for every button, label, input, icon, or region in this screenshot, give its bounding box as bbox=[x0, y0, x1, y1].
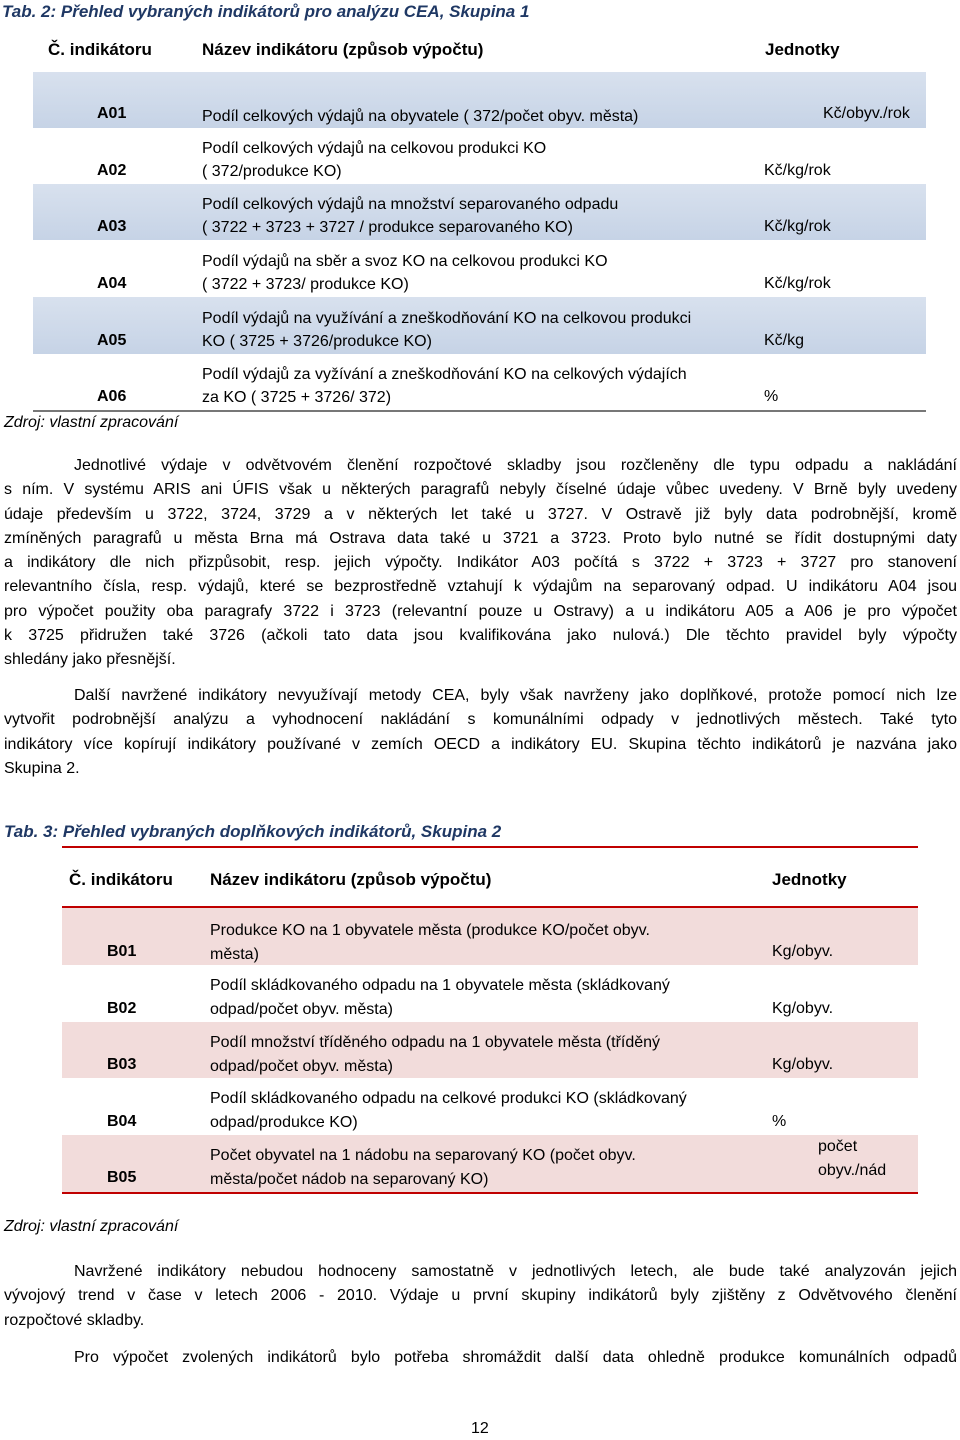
table2-row bbox=[62, 908, 918, 965]
indicator-name-line: města) bbox=[210, 946, 259, 963]
indicator-name-line: odpad/počet obyv. města) bbox=[210, 1001, 393, 1018]
indicator-name-line: Podíl výdajů na sběr a svoz KO na celkovou produkci KO bbox=[202, 253, 608, 270]
indicator-name bbox=[202, 137, 546, 183]
paragraph bbox=[4, 454, 957, 673]
table2-header-unit: Jednotky bbox=[772, 870, 847, 889]
paragraph-line: k 3725 přidružen také 3726 (ačkoli tato data jsou kvalifikována jako nulová.) Dle těchto pravidel byly výpočty bbox=[4, 627, 957, 645]
paragraph-line: shledány jako přesnější. bbox=[4, 651, 176, 669]
table1-row bbox=[33, 354, 926, 412]
table2-row bbox=[62, 1135, 918, 1192]
table2-caption: Tab. 3: Přehled vybraných doplňkových indikátorů, Skupina 2 bbox=[4, 822, 502, 841]
page-number: 12 bbox=[471, 1420, 489, 1437]
indicator-unit: Kg/obyv. bbox=[772, 1056, 834, 1073]
indicator-unit: Kč/kg/rok bbox=[764, 162, 831, 179]
indicator-name-line: Podíl celkových výdajů na množství separovaného odpadu bbox=[202, 196, 619, 213]
indicator-name-line: KO ( 3725 + 3726/produkce KO) bbox=[202, 333, 432, 350]
table1-row bbox=[33, 72, 926, 129]
table1-row bbox=[33, 240, 926, 297]
indicator-name-line: města/počet nádob na separovaný KO) bbox=[210, 1171, 489, 1188]
paragraph-line: Skupina 2. bbox=[4, 759, 80, 777]
paragraph-line: rozpočtové skladby. bbox=[4, 1311, 145, 1329]
indicator-name bbox=[210, 1144, 636, 1192]
indicator-name-line: Podíl výdajů na využívání a zneškodňování KO na celkovou produkci bbox=[202, 310, 692, 327]
indicator-unit: Kg/obyv. bbox=[772, 943, 834, 960]
indicator-unit: % bbox=[772, 1113, 787, 1130]
table1-row bbox=[33, 184, 926, 241]
indicator-code: A03 bbox=[97, 218, 127, 235]
table2-bottom-rule bbox=[62, 1192, 918, 1194]
paragraph-line: s ním. V systému ARIS ani ÚFIS však u některých paragrafů nebyly číselné údaje vůbec uvedeny. V Brně byly uvedeny bbox=[4, 481, 957, 499]
paragraph-line: a indikátory dle nich přizpůsobit, resp. jejich výpočty. Indikátor A03 počítá s 3722 + 3723 + 3727 pro stanovení bbox=[4, 554, 957, 572]
table2-row bbox=[62, 965, 918, 1022]
paragraph-line: zmíněných paragrafů u města Brna má Ostrava data také u 3721 a 3723. Proto bylo nutné se řídit dostupnými daty bbox=[4, 529, 957, 547]
table1-header-code: Č. indikátoru bbox=[48, 40, 152, 59]
table1-row bbox=[33, 128, 926, 184]
paragraph-line: vývojový trend v čase v letech 2006 - 2010. Výdaje u první skupiny indikátorů byly zjištěny z Odvětvového členění bbox=[4, 1287, 957, 1305]
indicator-name bbox=[210, 919, 650, 967]
indicator-code: B02 bbox=[107, 1000, 137, 1017]
indicator-name bbox=[210, 1087, 687, 1135]
indicator-name-line: Podíl množství tříděného odpadu na 1 obyvatele města (tříděný bbox=[210, 1034, 661, 1051]
indicator-name-line: Podíl celkových výdajů na obyvatele ( 372/počet obyv. města) bbox=[202, 108, 639, 125]
table1-header-name: Název indikátoru (způsob výpočtu) bbox=[202, 40, 484, 59]
paragraph-line: Další navržené indikátory nevyužívají metody CEA, byly však navrženy jako doplňkové, protože pomocí nich lze bbox=[74, 687, 957, 704]
paragraph-line: Jednotlivé výdaje v odvětvovém členění rozpočtové skladby jsou rozčleněny dle typu odpadu a nakládání bbox=[74, 457, 957, 474]
indicator-name-line: Podíl skládkovaného odpadu na celkové produkci KO (skládkovaný bbox=[210, 1090, 687, 1107]
table1-caption: Tab. 2: Přehled vybraných indikátorů pro analýzu CEA, Skupina 1 bbox=[2, 2, 530, 21]
indicator-name-line: Podíl skládkovaného odpadu na 1 obyvatele města (skládkovaný bbox=[210, 977, 670, 994]
indicator-unit: Kč/obyv./rok bbox=[823, 105, 910, 122]
indicator-unit: Kč/kg bbox=[764, 332, 805, 349]
table2-header-name: Název indikátoru (způsob výpočtu) bbox=[210, 870, 492, 889]
indicator-name-line: Počet obyvatel na 1 nádobu na separovaný KO (počet obyv. bbox=[210, 1147, 636, 1164]
indicator-unit: Kg/obyv. bbox=[772, 1000, 834, 1017]
indicator-code: B03 bbox=[107, 1056, 137, 1073]
paragraph bbox=[4, 1346, 957, 1370]
indicator-name bbox=[210, 974, 670, 1022]
indicator-name bbox=[202, 193, 618, 239]
indicator-code: A04 bbox=[97, 275, 127, 292]
indicator-code: B05 bbox=[107, 1169, 137, 1186]
indicator-name-line: ( 3722 + 3723 + 3727 / produkce separovaného KO) bbox=[202, 219, 573, 236]
paragraph-line: údaje především u 3722, 3724, 3729 a v některých let také u 3727. V Ostravě již byly data podrobnější, kromě bbox=[4, 505, 957, 523]
paragraph-line: relevantního čísla, resp. výdajů, které se bezprostředně vztahují k výdajům na separovaný odpad. U indikátoru A04 jsou bbox=[4, 578, 957, 596]
table2-source: Zdroj: vlastní zpracování bbox=[4, 1218, 179, 1235]
paragraph-line: Navržené indikátory nebudou hodnoceny samostatně v jednotlivých letech, ale bude také analyzován jejich bbox=[74, 1263, 957, 1280]
paragraph-line: vytvořit podrobnější analýzu a vyhodnocení nakládání s komunálními odpady v jednotlivých městech. Také tyto bbox=[4, 711, 957, 729]
indicator-unit: Kč/kg/rok bbox=[764, 275, 831, 292]
indicator-unit: Kč/kg/rok bbox=[764, 218, 831, 235]
indicator-code: A06 bbox=[97, 388, 127, 405]
indicator-name bbox=[202, 363, 687, 409]
paragraph-line: pro výpočet použity oba paragrafy 3722 i 3723 (relevantní pouze u Ostravy) a u indikátoru A05 a A06 je pro výpočet bbox=[4, 602, 957, 620]
table2-top-rule bbox=[62, 846, 918, 848]
paragraph-line: Pro výpočet zvolených indikátorů bylo potřeba shromáždit další data ohledně produkce komunálních odpadů bbox=[74, 1349, 957, 1366]
indicator-name bbox=[210, 1031, 660, 1079]
indicator-name-line: Podíl celkových výdajů na celkovou produkci KO bbox=[202, 140, 547, 157]
indicator-name-line: Produkce KO na 1 obyvatele města (produkce KO/počet obyv. bbox=[210, 922, 650, 939]
indicator-code: B01 bbox=[107, 943, 137, 960]
indicator-name bbox=[202, 307, 691, 353]
paragraph bbox=[4, 684, 957, 781]
table2-row bbox=[62, 1078, 918, 1135]
indicator-unit-line: počet bbox=[818, 1138, 858, 1155]
table2-header-code: Č. indikátoru bbox=[69, 870, 173, 889]
indicator-name-line: odpad/produkce KO) bbox=[210, 1114, 358, 1131]
indicator-code: A01 bbox=[97, 105, 127, 122]
indicator-unit-line: obyv./nád bbox=[818, 1162, 887, 1179]
paragraph bbox=[4, 1260, 957, 1333]
table1-header-unit: Jednotky bbox=[765, 40, 840, 59]
indicator-unit bbox=[818, 1135, 886, 1189]
table1-row bbox=[33, 297, 926, 355]
indicator-code: B04 bbox=[107, 1113, 137, 1130]
indicator-name-line: ( 372/produkce KO) bbox=[202, 163, 342, 180]
table2-row bbox=[62, 1022, 918, 1078]
indicator-name-line: za KO ( 3725 + 3726/ 372) bbox=[202, 389, 392, 406]
table1-source: Zdroj: vlastní zpracování bbox=[4, 414, 179, 431]
indicator-name bbox=[202, 250, 608, 296]
indicator-code: A02 bbox=[97, 162, 127, 179]
indicator-name-line: ( 3722 + 3723/ produkce KO) bbox=[202, 276, 409, 293]
indicator-name bbox=[202, 105, 638, 128]
paragraph-line: indikátory více kopírují indikátory používané v zemích OECD a indikátory EU. Skupina těchto indikátorů je nazvána jako bbox=[4, 735, 957, 753]
indicator-name-line: odpad/počet obyv. města) bbox=[210, 1058, 393, 1075]
indicator-code: A05 bbox=[97, 332, 127, 349]
indicator-unit: % bbox=[764, 388, 779, 405]
indicator-name-line: Podíl výdajů za vyžívání a zneškodňování KO na celkových výdajích bbox=[202, 366, 687, 383]
